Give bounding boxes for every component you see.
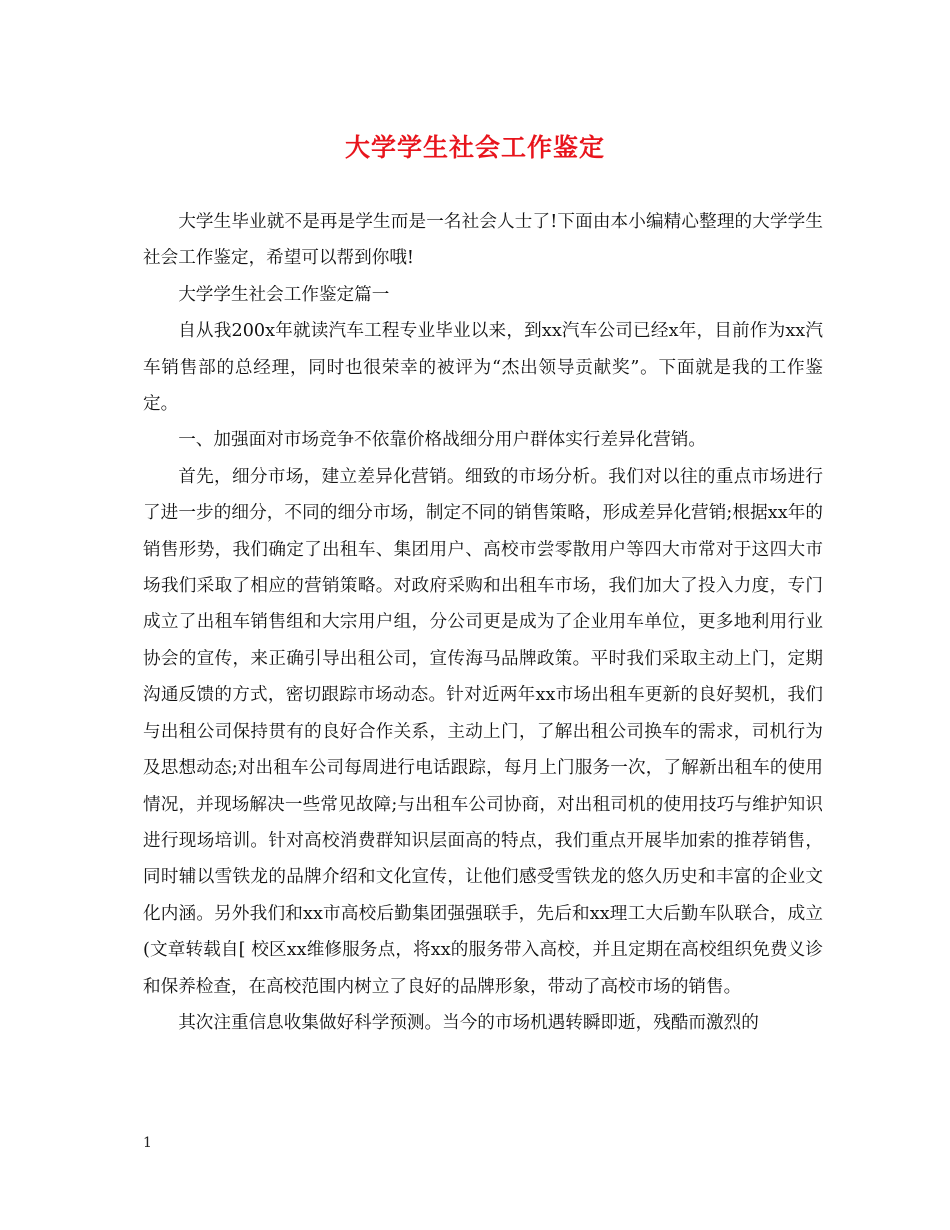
page-number: 1 (143, 1135, 152, 1151)
document-title: 大学学生社会工作鉴定 (344, 133, 605, 162)
paragraph-section-heading: 大学学生社会工作鉴定篇一 (178, 284, 390, 305)
paragraph-market-segmentation: 首先，细分市场，建立差异化营销。细致的市场分析。我们对以往的重点市场进行了进一步的细分，不同的细分市场，制定不同的销售策略，形成差异化营销;根据xx年的销售形势，我们确定了出租车、集团用户、高校市尝零散用户等四大市常对于这四大市场我们采取了相应的营销策略。对政府采购和出租车市场，我们加大了投入力度，专门成立了出租车销售组和大宗用户组，分公司更是成为了企业用车单位，更多地利用行业协会的宣传，来正确引导出租公司，宣传海马品牌政策。平时我们采取主动上门，定期沟通反馈的方式，密切跟踪市场动态。针对近两年xx市场出租车更新的良好契机，我们与出租公司保持贯有的良好合作关系，主动上门，了解出租公司换车的需求，司机行为及思想动态;对出租车公司每周进行电话跟踪，每月上门服务一次，了解新出租车的使用情况，并现场解决一些常见故障;与出租车公司协商，对出租司机的使用技巧与维护知识进行现场培训。针对高校消费群知识层面高的特点，我们重点开展毕加索的推荐销售，同时辅以雪铁龙的品牌介绍和文化宣传，让他们感受雪铁龙的悠久历史和丰富的企业文化内涵。另外我们和xx市高校后勤集团强强联手，先后和xx理工大后勤车队联合，成立(文章转载自[ 校区xx维修服务点，将xx的服务带入高校，并且定期在高校组织免费义诊和保养检查，在高校范围内树立了良好的品牌形象，带动了高校市场的销售。 (143, 466, 823, 997)
document-body (143, 204, 823, 1041)
paragraph-intro: 大学生毕业就不是再是学生而是一名社会人士了!下面由本小编精心整理的大学学生社会工作鉴定，希望可以帮到你哦! (143, 212, 823, 269)
paragraph-information-collection: 其次注重信息收集做好科学预测。当今的市场机遇转瞬即逝，残酷而激烈的 (178, 1012, 759, 1033)
paragraph-point-one: 一、加强面对市场竞争不依靠价格战细分用户群体实行差异化营销。 (178, 430, 707, 451)
paragraph-background: 自从我200x年就读汽车工程专业毕业以来，到xx汽车公司已经x年，目前作为xx汽车销售部的总经理，同时也很荣幸的被评为“杰出领导贡献奖”。下面就是我的工作鉴定。 (143, 321, 823, 415)
